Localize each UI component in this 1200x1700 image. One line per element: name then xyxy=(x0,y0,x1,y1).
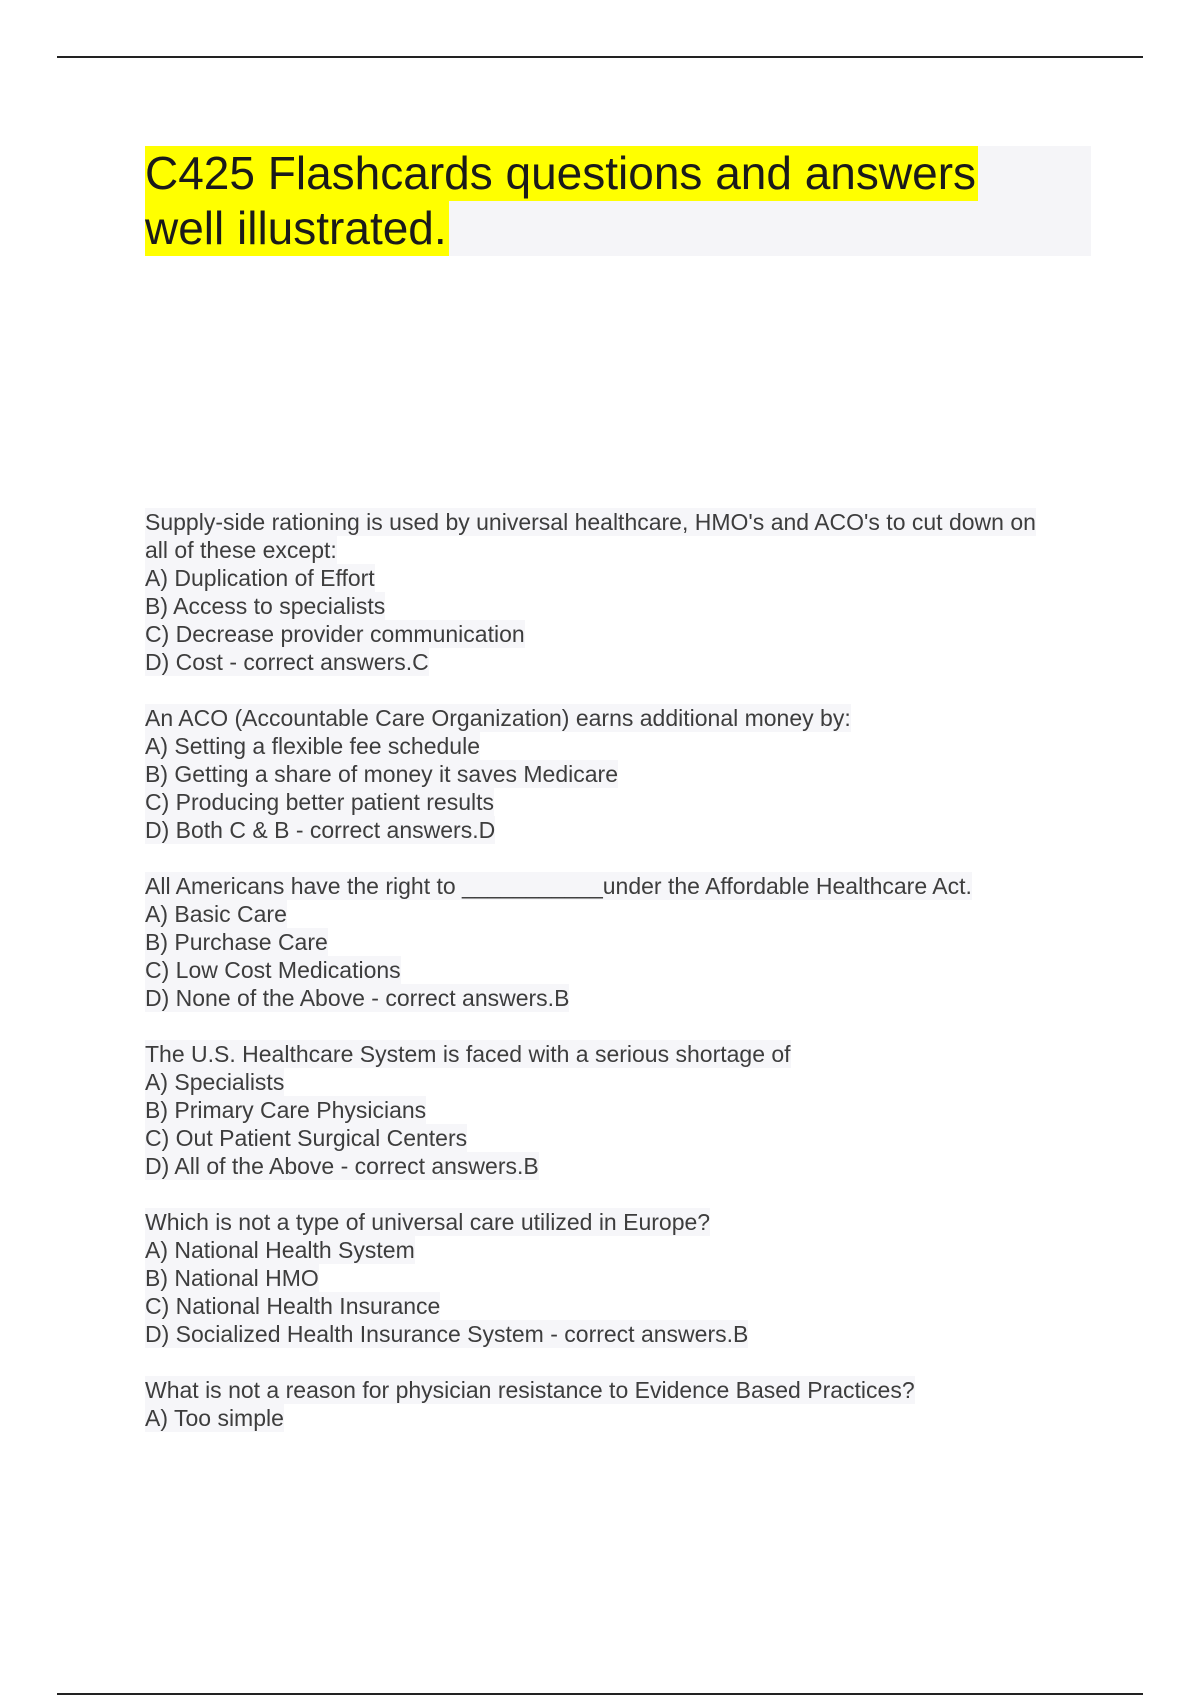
answer-option: B) Purchase Care xyxy=(145,929,328,955)
question-item xyxy=(145,1376,1095,1432)
answer-option: A) Specialists xyxy=(145,1069,285,1095)
answer-option: A) Too simple xyxy=(145,1405,284,1431)
question-text: The U.S. Healthcare System is faced with a serious shortage of xyxy=(145,1041,791,1067)
answer-option: C) Low Cost Medications xyxy=(145,957,401,983)
answer-option: C) Producing better patient results xyxy=(145,789,495,815)
answer-option: A) Setting a flexible fee schedule xyxy=(145,733,480,759)
footer-rule xyxy=(57,1693,1143,1695)
question-text: all of these except: xyxy=(145,537,337,563)
header-rule xyxy=(57,56,1143,58)
question-text: Which is not a type of universal care utilized in Europe? xyxy=(145,1209,711,1235)
answer-option: C) Decrease provider communication xyxy=(145,621,525,647)
answer-option: D) Both C & B - correct answers.D xyxy=(145,817,496,843)
answer-option: B) Access to specialists xyxy=(145,593,386,619)
answer-option: A) National Health System xyxy=(145,1237,415,1263)
question-item xyxy=(145,704,1095,844)
answer-option: D) Cost - correct answers.C xyxy=(145,649,429,675)
title-line-2: well illustrated. xyxy=(145,202,447,254)
question-text: All Americans have the right to ___________under the Affordable Healthcare Act. xyxy=(145,873,972,899)
question-text: An ACO (Accountable Care Organization) earns additional money by: xyxy=(145,705,851,731)
answer-option: C) Out Patient Surgical Centers xyxy=(145,1125,468,1151)
answer-option: C) National Health Insurance xyxy=(145,1293,441,1319)
answer-option: B) Getting a share of money it saves Medicare xyxy=(145,761,618,787)
answer-option: B) National HMO xyxy=(145,1265,319,1291)
question-text: Supply-side rationing is used by universal healthcare, HMO's and ACO's to cut down on xyxy=(145,509,1036,535)
document-title xyxy=(145,146,1091,256)
answer-option: B) Primary Care Physicians xyxy=(145,1097,427,1123)
answer-option: A) Duplication of Effort xyxy=(145,565,375,591)
answer-option: D) All of the Above - correct answers.B xyxy=(145,1153,539,1179)
question-item xyxy=(145,1208,1095,1348)
question-item xyxy=(145,508,1095,676)
question-item xyxy=(145,1040,1095,1180)
question-text: What is not a reason for physician resistance to Evidence Based Practices? xyxy=(145,1377,915,1403)
answer-option: A) Basic Care xyxy=(145,901,287,927)
answer-option: D) None of the Above - correct answers.B xyxy=(145,985,570,1011)
question-item xyxy=(145,872,1095,1012)
answer-option: D) Socialized Health Insurance System - correct answers.B xyxy=(145,1321,749,1347)
title-line-1: C425 Flashcards questions and answers xyxy=(145,147,977,199)
question-list xyxy=(145,508,1095,1460)
